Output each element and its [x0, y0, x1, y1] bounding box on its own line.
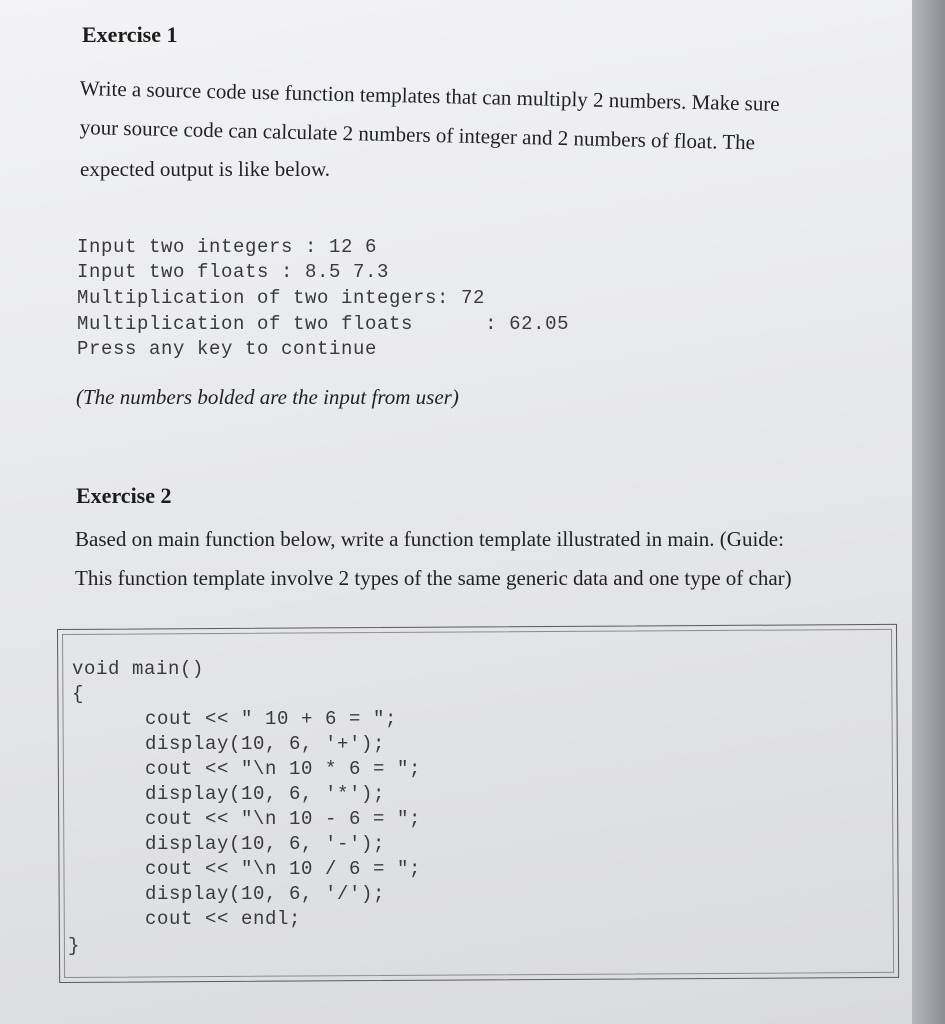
- code-line-7: cout << "\n 10 - 6 = ";: [145, 808, 422, 830]
- code-line-5: cout << "\n 10 * 6 = ";: [145, 758, 422, 780]
- output-line-5: Press any key to continue: [77, 338, 378, 360]
- output-line-1: Input two integers : 12 6: [77, 236, 378, 258]
- exercise1-line-3: expected output is like below.: [80, 157, 330, 181]
- output-line-4: Multiplication of two floats : 62.05: [77, 313, 570, 335]
- code-line-6: display(10, 6, '*');: [145, 783, 386, 805]
- output-line-2: Input two floats : 8.5 7.3: [77, 261, 390, 283]
- code-line-3: cout << " 10 + 6 = ";: [145, 708, 398, 730]
- code-line-2: {: [72, 683, 85, 705]
- exercise1-heading: Exercise 1: [82, 22, 178, 47]
- code-line-8: display(10, 6, '-');: [145, 833, 386, 855]
- code-line-10: display(10, 6, '/');: [145, 883, 386, 905]
- exercise2-heading: Exercise 2: [76, 483, 172, 508]
- output-line-3: Multiplication of two integers: 72: [77, 287, 486, 309]
- code-line-12: }: [68, 935, 81, 957]
- code-line-4: display(10, 6, '+');: [145, 733, 386, 755]
- exercise1-line-1: Write a source code use function templates that can multiply 2 numbers. Make sure: [79, 76, 780, 116]
- exercise2-line-2: This function template involve 2 types of the same generic data and one type of char): [75, 566, 792, 590]
- exercise2-line-1: Based on main function below, write a function template illustrated in main. (Guide:: [75, 527, 784, 551]
- paper-edge-shadow: [912, 0, 945, 1024]
- code-line-11: cout << endl;: [145, 908, 302, 930]
- exercise1-note: (The numbers bolded are the input from user): [76, 385, 459, 409]
- code-line-1: void main(): [72, 658, 205, 680]
- code-line-9: cout << "\n 10 / 6 = ";: [145, 858, 422, 880]
- exercise1-line-2: your source code can calculate 2 numbers of integer and 2 numbers of float. The: [79, 115, 756, 155]
